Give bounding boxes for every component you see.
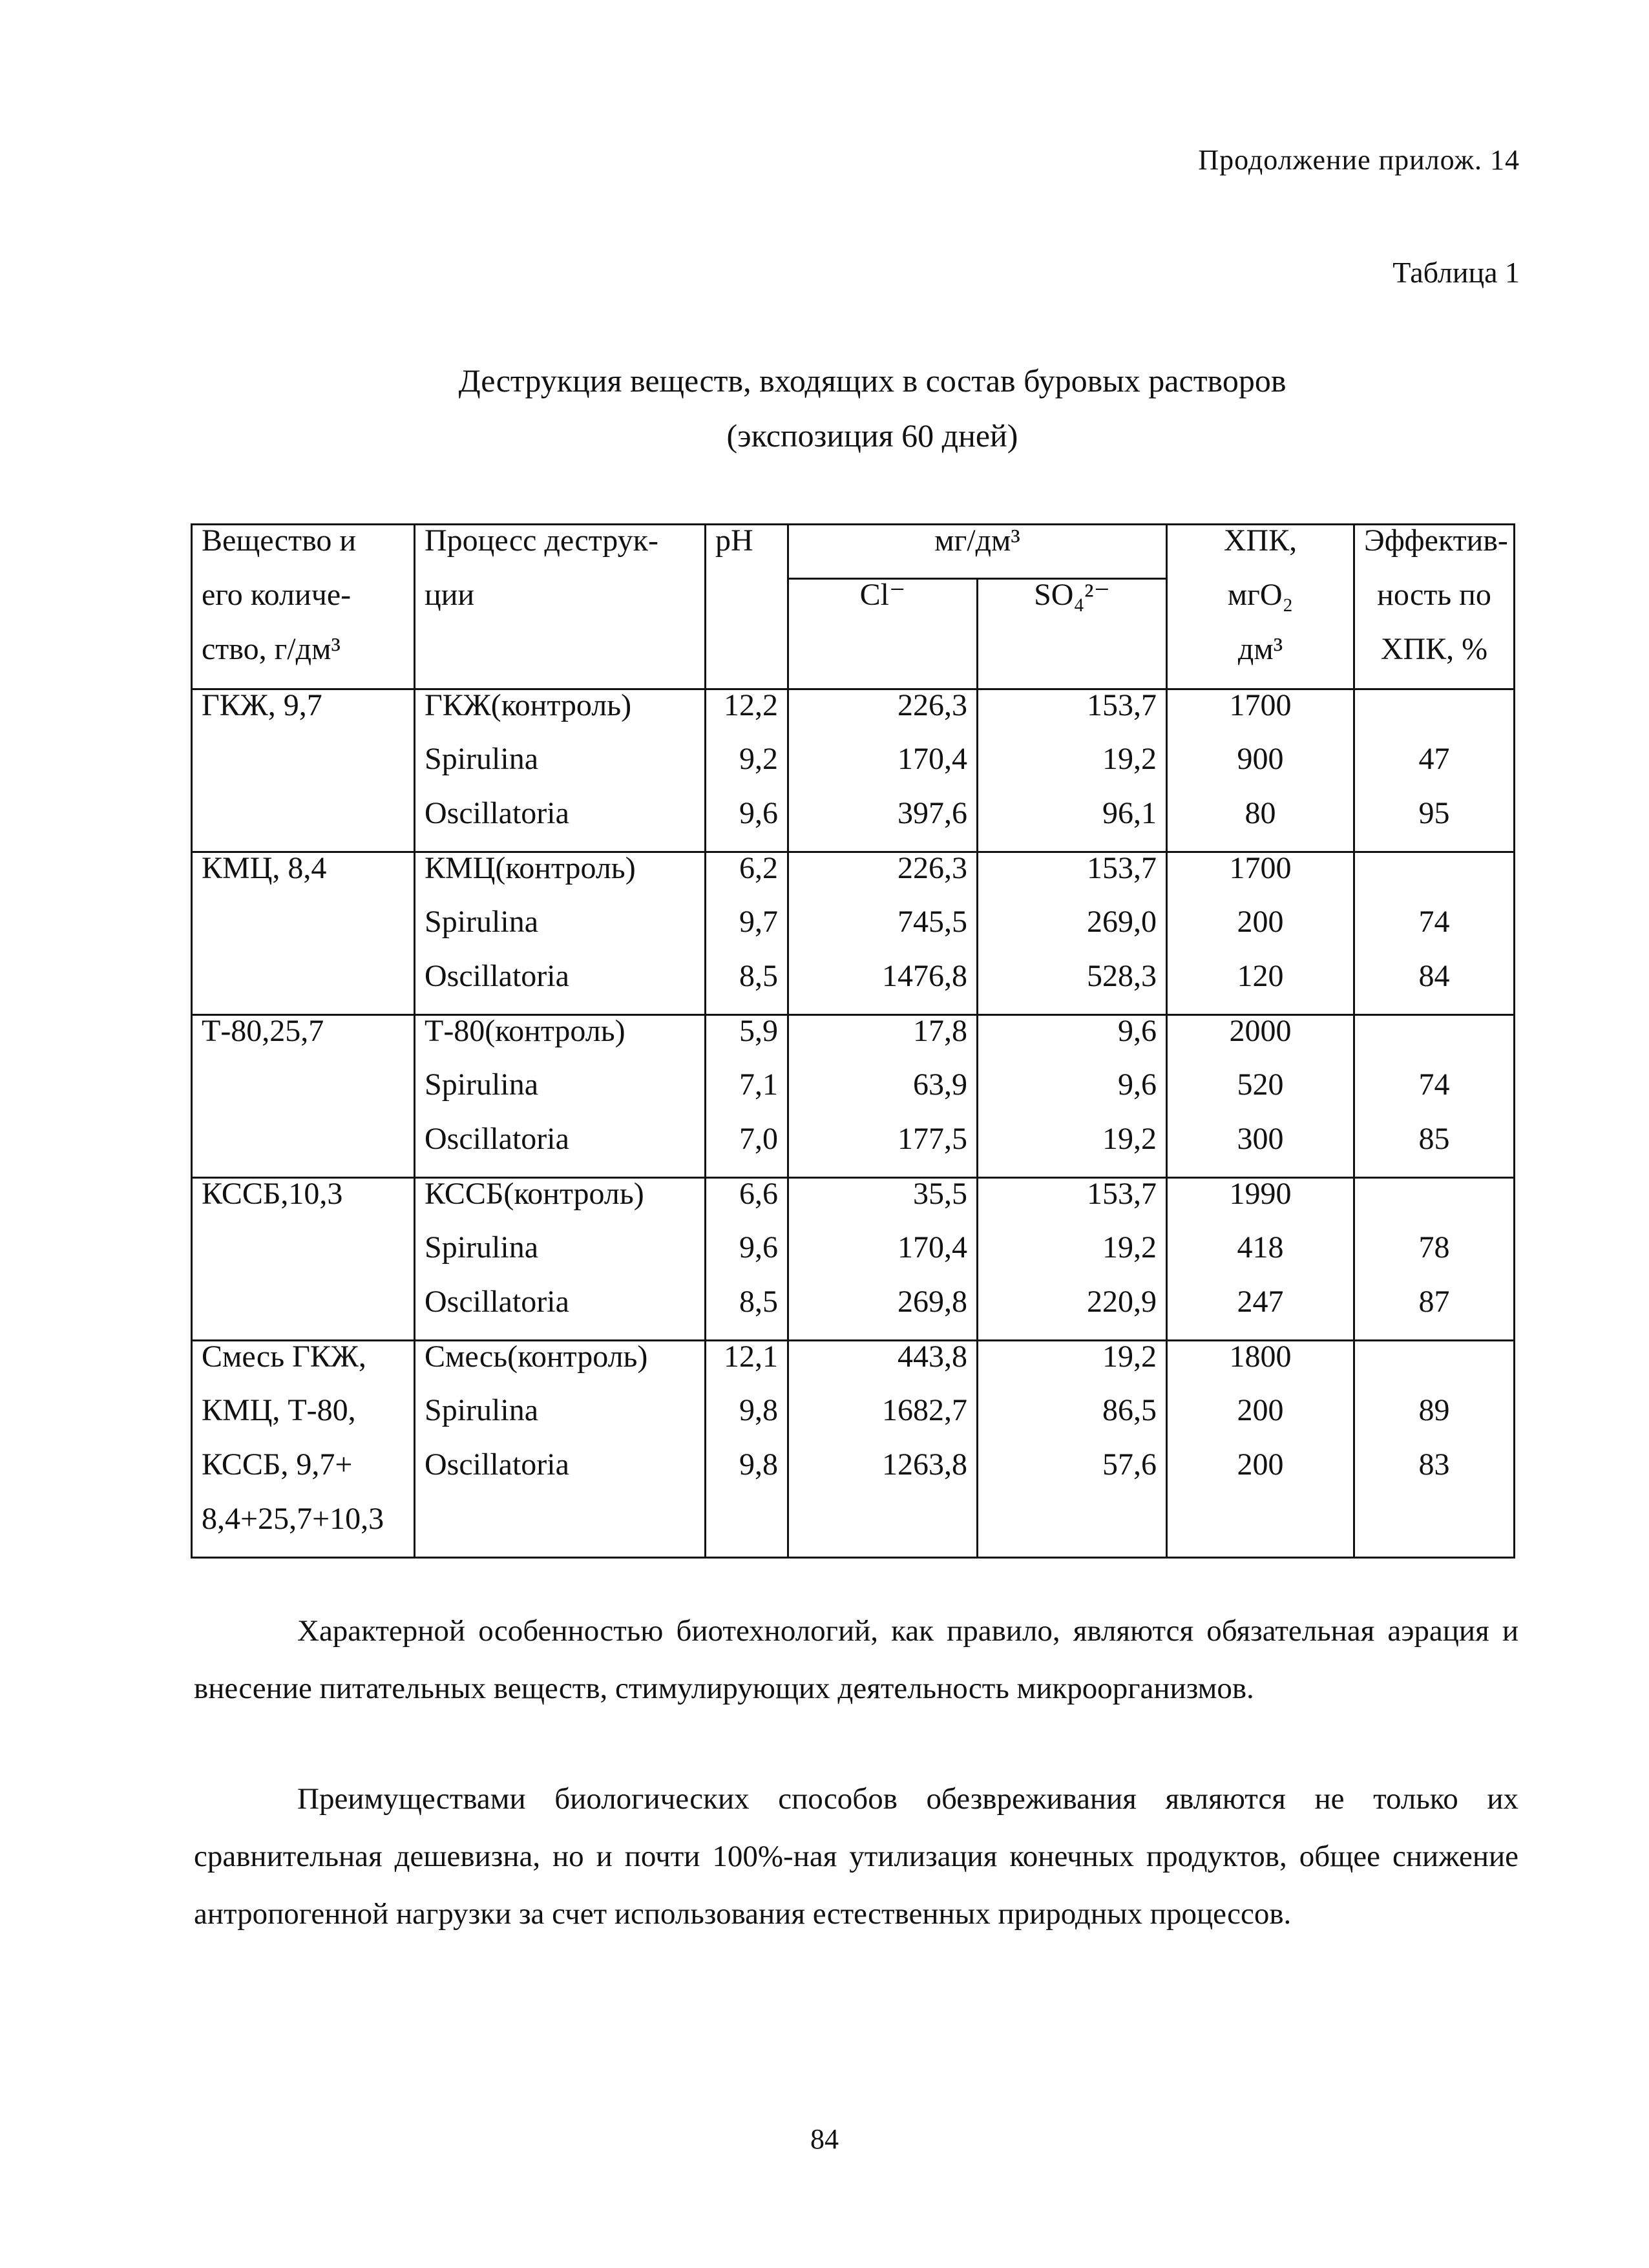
- cell-process: Oscillatoria: [415, 1124, 706, 1178]
- cell-ph: 12,1: [706, 1341, 788, 1395]
- cell-substance: КМЦ, 8,4: [192, 852, 415, 907]
- table-row: [192, 852, 1515, 907]
- cell-so4: 528,3: [978, 961, 1167, 1015]
- cell-cod: 520: [1167, 1069, 1354, 1124]
- cell-cl: 443,8: [788, 1341, 978, 1395]
- cell-cl: 226,3: [788, 852, 978, 907]
- cell-substance: КМЦ, Т-80,: [192, 1395, 415, 1449]
- cell-so4: 96,1: [978, 798, 1167, 852]
- cell-so4: [978, 1504, 1167, 1558]
- header-line: Эффектив-: [1364, 524, 1508, 558]
- table-row: [192, 1286, 1515, 1341]
- cell-eff: 74: [1354, 907, 1515, 961]
- header-line: мгO₂: [1227, 578, 1294, 612]
- cell-process: Spirulina: [415, 1395, 706, 1449]
- cell-ph: 8,5: [706, 961, 788, 1015]
- cell-ph: 8,5: [706, 1286, 788, 1341]
- cell-cl: 35,5: [788, 1178, 978, 1232]
- continuation-note: Продолжение прилож. 14: [1198, 144, 1520, 176]
- cell-process: КССБ(контроль): [415, 1178, 706, 1232]
- header-line: ХПК,: [1223, 524, 1297, 558]
- cell-so4: 9,6: [978, 1069, 1167, 1124]
- cell-eff: 89: [1354, 1395, 1515, 1449]
- cell-ph: [706, 1504, 788, 1558]
- cell-cl: 397,6: [788, 798, 978, 852]
- cell-cod: 300: [1167, 1124, 1354, 1178]
- cell-eff: [1354, 689, 1515, 744]
- table-title: Деструкция веществ, входящих в состав буровых растворов: [458, 362, 1287, 399]
- cell-so4: 86,5: [978, 1395, 1167, 1449]
- cell-ph: 9,6: [706, 798, 788, 852]
- table-row: [192, 1395, 1515, 1449]
- header-mg: мг/дм³: [788, 525, 1167, 579]
- cell-eff: 83: [1354, 1449, 1515, 1504]
- cell-substance: КССБ,10,3: [192, 1178, 415, 1232]
- cell-so4: 19,2: [978, 744, 1167, 798]
- header-line: ХПК, %: [1380, 632, 1488, 666]
- cell-cod: 1800: [1167, 1341, 1354, 1395]
- cell-cl: 269,8: [788, 1286, 978, 1341]
- cell-ph: 9,6: [706, 1232, 788, 1286]
- cell-cod: 900: [1167, 744, 1354, 798]
- cell-so4: 9,6: [978, 1015, 1167, 1069]
- cell-cod: 120: [1167, 961, 1354, 1015]
- cell-eff: 87: [1354, 1286, 1515, 1341]
- table-row: [192, 1341, 1515, 1395]
- table-row: [192, 907, 1515, 961]
- cell-ph: 7,1: [706, 1069, 788, 1124]
- cell-process: Spirulina: [415, 1232, 706, 1286]
- cell-cod: 200: [1167, 1395, 1354, 1449]
- header-cod: [1167, 525, 1354, 689]
- cell-eff: [1354, 1015, 1515, 1069]
- header-eff: [1354, 525, 1515, 689]
- cell-process: ГКЖ(контроль): [415, 689, 706, 744]
- cell-process: Смесь(контроль): [415, 1341, 706, 1395]
- table-row: [192, 1015, 1515, 1069]
- header-so4: SO₄²⁻: [978, 579, 1167, 689]
- cell-cl: 17,8: [788, 1015, 978, 1069]
- cell-cod: 2000: [1167, 1015, 1354, 1069]
- cell-cl: 63,9: [788, 1069, 978, 1124]
- header-line: ность по: [1377, 578, 1491, 612]
- cell-so4: 153,7: [978, 852, 1167, 907]
- cell-substance: ГКЖ, 9,7: [192, 689, 415, 744]
- cell-eff: 78: [1354, 1232, 1515, 1286]
- table-row: [192, 1069, 1515, 1124]
- cell-cod: 80: [1167, 798, 1354, 852]
- cell-eff: 85: [1354, 1124, 1515, 1178]
- cell-so4: 19,2: [978, 1341, 1167, 1395]
- cell-so4: 57,6: [978, 1449, 1167, 1504]
- table-row: [192, 1449, 1515, 1504]
- header-line: дм³: [1237, 632, 1283, 666]
- cell-substance: КССБ, 9,7+: [192, 1449, 415, 1504]
- cell-ph: 7,0: [706, 1124, 788, 1178]
- cell-substance: [192, 744, 415, 798]
- cell-process: Oscillatoria: [415, 1286, 706, 1341]
- cell-ph: 6,2: [706, 852, 788, 907]
- cell-process: Oscillatoria: [415, 798, 706, 852]
- cell-ph: 6,6: [706, 1178, 788, 1232]
- cell-process: [415, 1504, 706, 1558]
- cell-eff: [1354, 1341, 1515, 1395]
- table-row: [192, 961, 1515, 1015]
- cell-cod: 1700: [1167, 852, 1354, 907]
- cell-substance: [192, 1286, 415, 1341]
- cell-process: Spirulina: [415, 907, 706, 961]
- cell-ph: 9,8: [706, 1449, 788, 1504]
- cell-process: Spirulina: [415, 1069, 706, 1124]
- cell-eff: 84: [1354, 961, 1515, 1015]
- cell-substance: [192, 961, 415, 1015]
- cell-eff: 74: [1354, 1069, 1515, 1124]
- cell-cod: 200: [1167, 1449, 1354, 1504]
- cell-cl: 177,5: [788, 1124, 978, 1178]
- cell-eff: [1354, 852, 1515, 907]
- header-substance: [192, 525, 415, 689]
- cell-cod: 247: [1167, 1286, 1354, 1341]
- cell-cod: 200: [1167, 907, 1354, 961]
- cell-cod: 418: [1167, 1232, 1354, 1286]
- header-line: Процесс деструк-: [425, 524, 658, 558]
- cell-substance: 8,4+25,7+10,3: [192, 1504, 415, 1558]
- cell-process: Т-80(контроль): [415, 1015, 706, 1069]
- cell-process: Oscillatoria: [415, 961, 706, 1015]
- cell-cl: 1476,8: [788, 961, 978, 1015]
- cell-so4: 153,7: [978, 689, 1167, 744]
- header-line: ство, г/дм³: [202, 632, 341, 666]
- cell-substance: [192, 907, 415, 961]
- table-subtitle: (экспозиция 60 дней): [726, 417, 1018, 454]
- table-row: [192, 1124, 1515, 1178]
- cell-cl: 745,5: [788, 907, 978, 961]
- header-line: ции: [425, 578, 475, 612]
- cell-substance: [192, 1069, 415, 1124]
- cell-eff: [1354, 1178, 1515, 1232]
- table-row: [192, 1232, 1515, 1286]
- data-table: [191, 523, 1515, 1559]
- cell-eff: 95: [1354, 798, 1515, 852]
- cell-substance: Т-80,25,7: [192, 1015, 415, 1069]
- cell-substance: Смесь ГКЖ,: [192, 1341, 415, 1395]
- table-row: [192, 798, 1515, 852]
- header-line: его количе-: [202, 578, 352, 612]
- cell-so4: 19,2: [978, 1232, 1167, 1286]
- cell-cl: 1263,8: [788, 1449, 978, 1504]
- cell-eff: 47: [1354, 744, 1515, 798]
- paragraph-2: Преимуществами биологических способов обезвреживания являются не только их сравнительная дешевизна, но и почти 100%-ная утилизация конечных продуктов, общее снижение антропогенной нагрузки за счет использования естественных природных процессов.: [194, 1782, 1518, 1931]
- cell-cod: 1700: [1167, 689, 1354, 744]
- cell-cl: 226,3: [788, 689, 978, 744]
- cell-process: Spirulina: [415, 744, 706, 798]
- table-number: Таблица 1: [1392, 256, 1520, 289]
- cell-substance: [192, 798, 415, 852]
- cell-cod: [1167, 1504, 1354, 1558]
- cell-ph: 9,2: [706, 744, 788, 798]
- cell-process: Oscillatoria: [415, 1449, 706, 1504]
- cell-cod: 1990: [1167, 1178, 1354, 1232]
- header-ph: pH: [706, 525, 788, 689]
- cell-cl: [788, 1504, 978, 1558]
- cell-cl: 170,4: [788, 1232, 978, 1286]
- cell-ph: 9,7: [706, 907, 788, 961]
- cell-cl: 1682,7: [788, 1395, 978, 1449]
- header-process: [415, 525, 706, 689]
- cell-process: КМЦ(контроль): [415, 852, 706, 907]
- table-row: [192, 744, 1515, 798]
- header-line: Вещество и: [202, 524, 357, 558]
- cell-substance: [192, 1232, 415, 1286]
- cell-substance: [192, 1124, 415, 1178]
- cell-eff: [1354, 1504, 1515, 1558]
- cell-so4: 19,2: [978, 1124, 1167, 1178]
- cell-so4: 269,0: [978, 907, 1167, 961]
- table-row: [192, 1178, 1515, 1232]
- page-number: 84: [810, 2123, 839, 2155]
- table-row: [192, 689, 1515, 744]
- cell-so4: 153,7: [978, 1178, 1167, 1232]
- cell-ph: 12,2: [706, 689, 788, 744]
- header-cl: Cl⁻: [788, 579, 978, 689]
- cell-ph: 9,8: [706, 1395, 788, 1449]
- table-row: [192, 1504, 1515, 1558]
- cell-so4: 220,9: [978, 1286, 1167, 1341]
- paragraph-1: Характерной особенностью биотехнологий, как правило, являются обязательная аэрация и внесение питательных веществ, стимулирующих деятельность микроорганизмов.: [194, 1614, 1518, 1705]
- cell-ph: 5,9: [706, 1015, 788, 1069]
- cell-cl: 170,4: [788, 744, 978, 798]
